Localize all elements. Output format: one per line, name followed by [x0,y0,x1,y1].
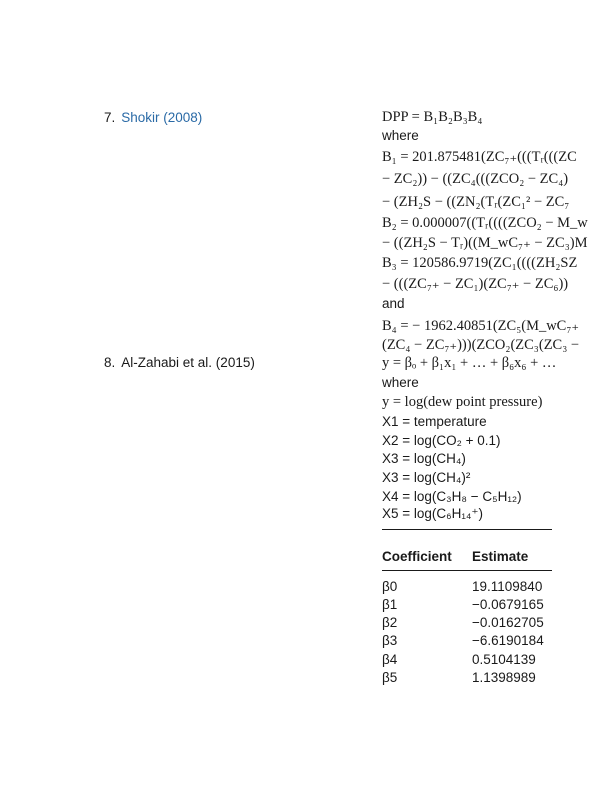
estimate-cell: −0.0679165 [472,597,544,612]
equation-line: B₂ = 0.000007((Tᵣ((((ZCO₂ − M_w [382,215,588,231]
equation-line: DPP = B₁B₂B₃B₄ [382,109,483,125]
equation-line: X3 = log(CH₄)² [382,470,471,485]
coefficient-cell: β5 [382,670,398,685]
equation-line: B₁ = 201.875481(ZC₇₊(((Tᵣ(((ZC [382,149,577,165]
reference-link-shokir[interactable]: Shokir (2008) [121,110,203,125]
estimate-cell: 1.1398989 [472,670,536,685]
table-rule-top [382,529,552,530]
equation-line: and [382,296,405,311]
table-header-estimate: Estimate [472,549,529,564]
estimate-cell: 0.5104139 [472,652,536,667]
equation-line: − ZC₂)) − ((ZC₄(((ZCO₂ − ZC₄) [382,171,569,187]
equation-line: X2 = log(CO₂ + 0.1) [382,433,501,448]
equation-line: − ((ZH₂S − Tᵣ)((M_wC₇₊ − ZC₃)M [382,235,588,251]
equation-line: y = log(dew point pressure) [382,394,543,410]
estimate-cell: 19.1109840 [472,579,543,594]
reference-7 [104,110,202,125]
coefficient-cell: β1 [382,597,398,612]
equation-line: X3 = log(CH₄) [382,451,466,466]
equation-line: X5 = log(C₆H₁₄⁺) [382,506,484,521]
estimate-cell: −0.0162705 [472,615,544,630]
equation-line: X4 = log(C₃H₈ − C₅H₁₂) [382,489,522,504]
table-header-coefficient: Coefficient [382,549,452,564]
equation-line: where [382,128,419,143]
coefficient-cell: β4 [382,652,398,667]
equation-line: − (ZH₂S − ((ZN₂(Tᵣ(ZC₁² − ZC₇ [382,194,570,210]
reference-8 [104,355,255,370]
reference-name: Al-Zahabi et al. (2015) [121,355,255,370]
equation-line: X1 = temperature [382,414,487,429]
equation-line: B₄ = − 1962.40851(ZC₅(M_wC₇₊ [382,318,580,334]
equation-line: y = βₒ + β₁x₁ + … + β₆x₆ + … [382,355,557,371]
table-rule-header [382,570,552,571]
coefficient-cell: β2 [382,615,398,630]
equation-line: − (((ZC₇₊ − ZC₁)(ZC₇₊ − ZC₆)) [382,276,569,292]
reference-number: 7. [104,110,116,125]
equation-line: B₃ = 120586.9719(ZC₁((((ZH₂SZ [382,255,578,271]
estimate-cell: −6.6190184 [472,633,544,648]
equation-line: (ZC₄ − ZC₇₊)))(ZCO₂(ZC₃(ZC₃ − [382,337,580,353]
coefficient-cell: β3 [382,633,398,648]
reference-number: 8. [104,355,116,370]
coefficient-cell: β0 [382,579,398,594]
equation-line: where [382,375,419,390]
